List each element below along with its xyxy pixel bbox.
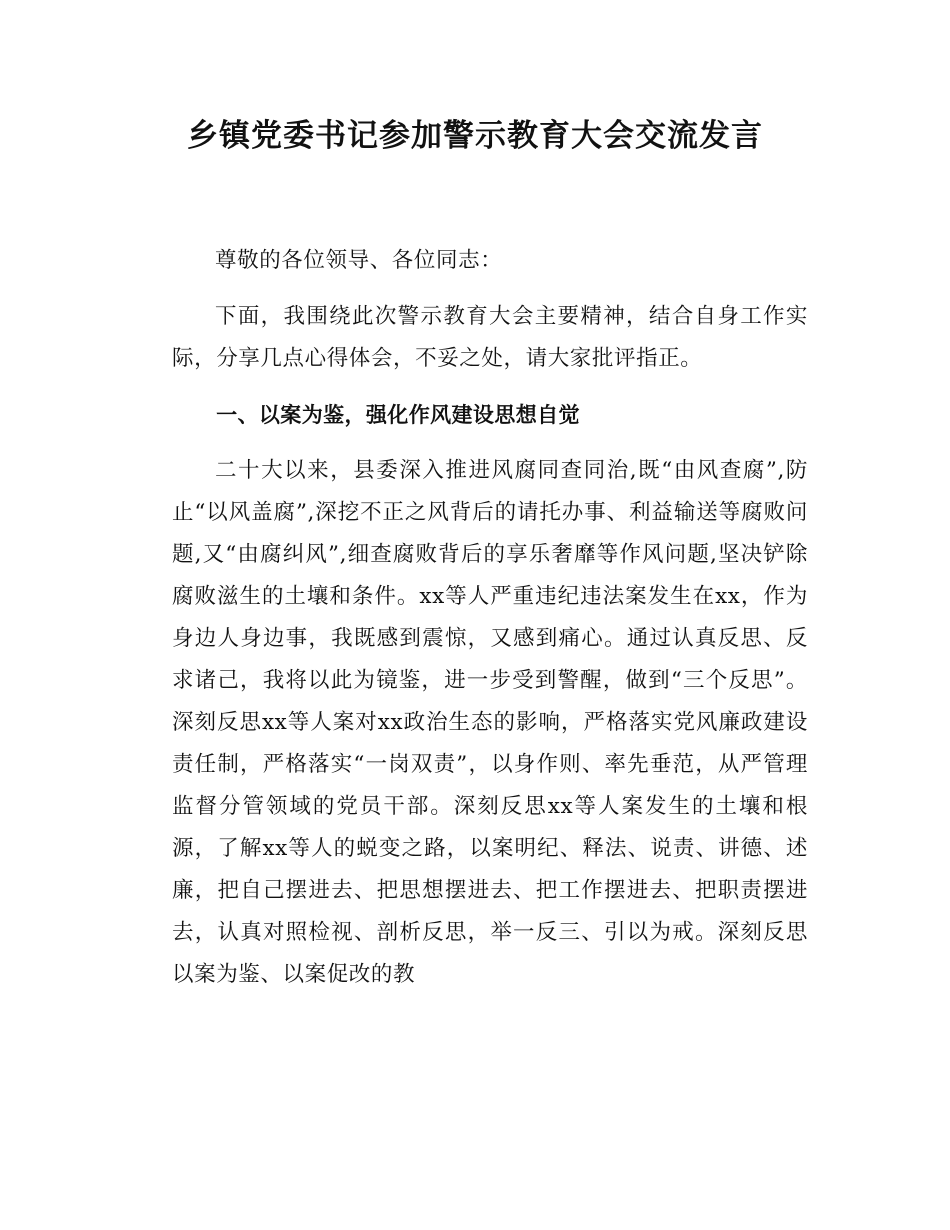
document-body [172,240,808,996]
intro-paragraph: 下面，我围绕此次警示教育大会主要精神，结合自身工作实际，分享几点心得体会，不妥之处，请大家批评指正。 [172,304,808,371]
section-heading: 一、以案为鉴，强化作风建设思想自觉 [216,403,580,427]
salutation: 尊敬的各位领导、各位同志： [215,248,503,273]
section-paragraph: 二十大以来，县委深入推进风腐同查同治,既“由风查腐”,防止“以风盖腐”,深挖不正之风背后的请托办事、利益输送等腐败问题,又“由腐纠风”,细查腐败背后的享乐奢靡等作风问题,坚决铲除腐败滋生的土壤和条件。xx等人严重违纪违法案发生在xx，作为身边人身边事，我既感到震惊，又感到痛心。通过认真反思、反求诸己，我将以此为镜鉴，进一步受到警醒，做到“三个反思”。深刻反思xx等人案对xx政治生态的影响，严格落实党风廉政建设责任制，严格落实“一岗双责”，以身作则、率先垂范，从严管理监督分管领域的党员干部。深刻反思xx等人案发生的土壤和根源，了解xx等人的蜕变之路，以案明纪、释法、说责、讲德、述廉，把自己摆进去、把思想摆进去、把工作摆进去、把职责摆进去，认真对照检视、剖析反思，举一反三、引以为戒。深刻反思以案为鉴、以案促改的教 [172,458,808,987]
document-title: 乡镇党委书记参加警示教育大会交流发言 [187,118,763,154]
